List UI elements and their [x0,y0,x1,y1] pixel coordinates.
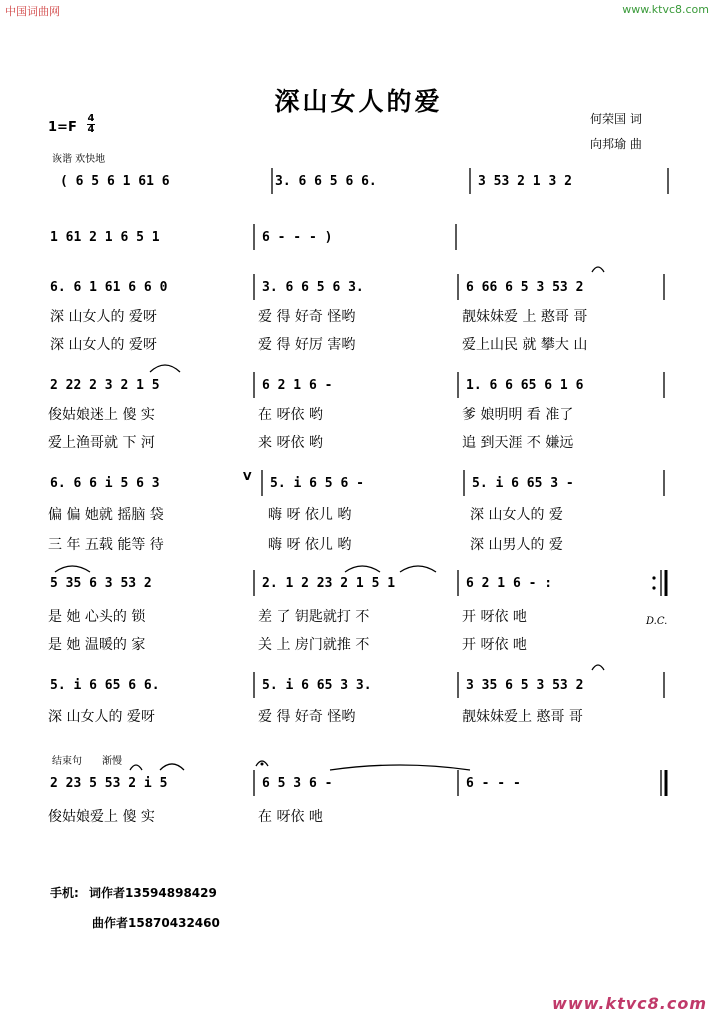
lyric-line: 爱 得 好奇 怪哟 [258,309,356,325]
lyric-line: 爱上山民 就 攀大 山 [462,337,588,353]
lyric-line: 深 山女人的 爱呀 [50,337,157,353]
measure-notes: 2. 1 2 23 2 1 5 1 [262,576,396,591]
lyric-line: 深 山女人的 爱呀 [48,709,155,725]
measure-notes: 5. i 6 5 6 - [270,476,364,491]
site-watermark-right: www.ktvc8.com [622,3,709,16]
slur [160,764,184,770]
measure-notes: ( 6 5 6 1 61 6 [60,174,170,189]
measure-notes: 6 2 1 6 - : [466,576,553,591]
time-signature: 4 4 [87,113,95,135]
slur [55,566,90,572]
lyric-line: 开 呀依 吔 [462,637,527,653]
composer-credit: 向邦瑜 曲 [590,137,642,151]
tempo-marking: 诙谐 欢快地 [52,154,106,165]
slur [150,365,180,372]
song-title: 深山女人的爱 [274,87,443,116]
measure-notes: 3. 6 6 5 6 3. [262,280,364,295]
lyric-line: 来 呀依 哟 [258,435,323,451]
da-capo-mark: D.C. [646,616,668,627]
slur [130,765,142,770]
composer-phone: 曲作者15870432460 [92,916,220,930]
site-watermark-bottom: www.ktvc8.com [552,994,707,1013]
measure-notes: 6 66 6 5 3 53 2 [466,280,584,295]
lyricist-credit: 何荣国 词 [590,112,642,126]
lyric-line: 关 上 房门就推 不 [258,637,370,653]
lyric-line: 深 山女人的 爱 [470,507,563,523]
measure-notes: 3 53 2 1 3 2 [478,174,572,189]
measure-notes: 6 5 3 6 - [262,776,333,791]
measure-notes: 3. 6 6 5 6 6. [275,174,377,189]
measure-notes: 5 35 6 3 53 2 [50,576,152,591]
contact-prefix: 手机: [50,886,79,900]
lyric-line: 爹 娘明明 看 准了 [462,407,574,423]
lyric-line: 三 年 五载 能等 待 [48,537,164,553]
lyricist-phone: 词作者13594898429 [89,886,217,900]
lyric-line: 爱上渔哥就 下 河 [48,435,155,451]
measure-notes: 6 - - - [466,776,521,791]
measure-notes: 1 61 2 1 6 5 1 [50,230,160,245]
lyric-line: 追 到天涯 不 嫌远 [462,435,574,451]
measure-notes: 2 22 2 3 2 1 5 [50,378,160,393]
breath-mark: V [243,470,252,483]
lyric-line: 是 她 温暖的 家 [48,637,146,653]
lyric-line: 在 呀依 哟 [258,407,323,423]
slur [592,665,604,670]
lyric-line: 差 了 钥匙就打 不 [258,609,370,625]
measure-notes: 3 35 6 5 3 53 2 [466,678,584,693]
ending-label: 结束句 [52,756,82,767]
repeat-dot [652,586,655,589]
measure-notes: 6. 6 6 i 5 6 3 [50,476,160,491]
site-watermark-left: 中国词曲网 [5,5,60,18]
slur [330,765,470,770]
lyric-line: 开 呀依 吔 [462,609,527,625]
lyric-line: 靓妹妹爱 上 憨哥 哥 [462,309,588,325]
lyric-line: 俊姑娘迷上 傻 实 [48,407,155,423]
lyric-line: 俊姑娘爱上 傻 实 [48,809,155,825]
measure-notes: 5. i 6 65 6 6. [50,678,160,693]
lyric-line: 是 她 心头的 锁 [48,609,146,625]
fermata-dot [261,763,264,766]
measure-notes: 6 - - - ) [262,230,333,245]
lyric-line: 深 山男人的 爱 [470,537,563,553]
measure-notes: 2 23 5 53 2 i 5 [50,776,168,791]
slur [400,566,436,572]
lyric-line: 爱 得 好厉 害哟 [258,337,356,353]
slur [592,267,604,272]
lyric-line: 嗨 呀 依儿 哟 [268,537,352,553]
measure-notes: 5. i 6 65 3 - [472,476,574,491]
lyric-line: 偏 偏 她就 摇脑 袋 [48,507,164,523]
key-signature: 1=F [48,120,77,135]
repeat-dot [652,576,655,579]
measure-notes: 1. 6 6 65 6 1 6 [466,378,584,393]
lyric-line: 爱 得 好奇 怪哟 [258,709,356,725]
measure-notes: 5. i 6 65 3 3. [262,678,372,693]
lyric-line: 在 呀依 吔 [258,809,323,825]
ending-tempo: 渐慢 [102,756,122,767]
measure-notes: 6. 6 1 61 6 6 0 [50,280,168,295]
lyric-line: 靓妹妹爱上 憨哥 哥 [462,709,583,725]
lyric-line: 深 山女人的 爱呀 [50,309,157,325]
measure-notes: 6 2 1 6 - [262,378,333,393]
slur [345,566,380,572]
lyric-line: 嗨 呀 依儿 哟 [268,507,352,523]
